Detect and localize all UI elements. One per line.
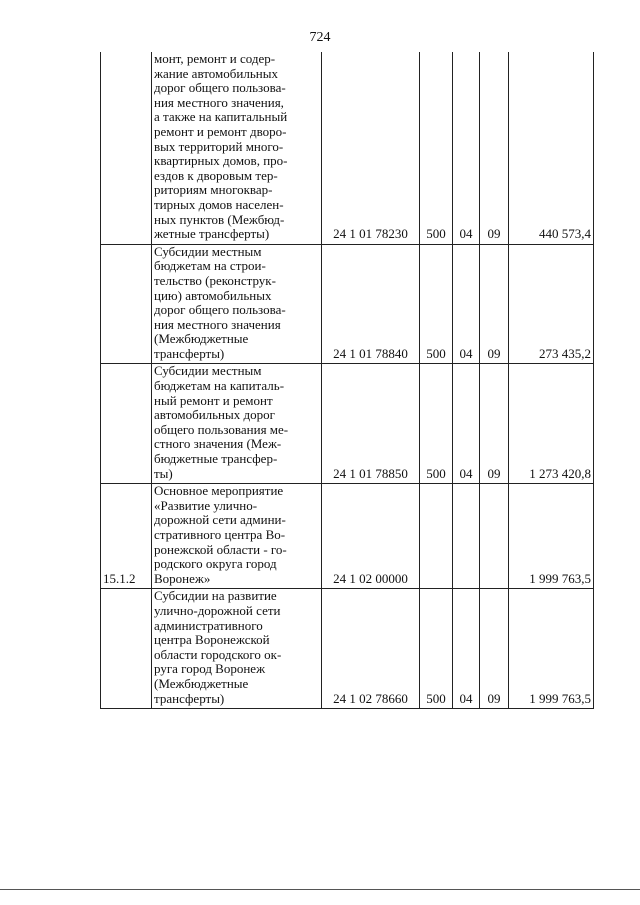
target-article-code: 24 1 02 78660: [322, 589, 420, 709]
target-article-code: 24 1 01 78840: [322, 244, 420, 364]
expense-type: [420, 484, 453, 589]
expense-type: 500: [420, 244, 453, 364]
amount: 273 435,2: [509, 244, 594, 364]
row-name: Субсидии местным бюджетам на строи- тельство (реконструк- цию) автомобильных дорог общего пользова- ния местного значения (Межбюджетные трансферты): [154, 243, 286, 361]
row-number: [101, 364, 152, 484]
target-article-code: 24 1 01 78850: [322, 364, 420, 484]
row-number: [101, 589, 152, 709]
table-row: [101, 589, 594, 709]
row-number: [101, 244, 152, 364]
subsection-code: 09: [480, 589, 509, 709]
target-article-code: 24 1 01 78230: [322, 52, 420, 244]
row-number: [101, 52, 152, 244]
amount: 1 273 420,8: [509, 364, 594, 484]
table-row: [101, 364, 594, 484]
subsection-code: 09: [480, 244, 509, 364]
table-row: [101, 244, 594, 364]
page-number: 724: [309, 30, 331, 45]
amount: 1 999 763,5: [509, 484, 594, 589]
row-name-cell: [152, 364, 322, 484]
row-name-cell: [152, 484, 322, 589]
row-name-cell: [152, 589, 322, 709]
budget-table: [100, 52, 594, 709]
expense-type: 500: [420, 52, 453, 244]
expense-type: 500: [420, 589, 453, 709]
section-code: [453, 484, 480, 589]
subsection-code: [480, 484, 509, 589]
section-code: 04: [453, 364, 480, 484]
expense-type: 500: [420, 364, 453, 484]
table-row: [101, 52, 594, 244]
subsection-code: 09: [480, 52, 509, 244]
section-code: 04: [453, 52, 480, 244]
amount: 440 573,4: [509, 52, 594, 244]
row-number: 15.1.2: [101, 484, 152, 589]
row-name: Субсидии на развитие улично-дорожной сети административного центра Воронежской области городского ок- руга город Воронеж (Межбюджетные трансферты): [154, 588, 282, 706]
section-code: 04: [453, 589, 480, 709]
subsection-code: 09: [480, 364, 509, 484]
amount: 1 999 763,5: [509, 589, 594, 709]
section-code: 04: [453, 244, 480, 364]
target-article-code: 24 1 02 00000: [322, 484, 420, 589]
row-name-cell: [152, 52, 322, 244]
row-name-cell: [152, 244, 322, 364]
row-name: Основное мероприятие «Развитие улично- дорожной сети админи- стративного центра Во- ронежской области - го- родского округа город Воронеж»: [154, 483, 287, 586]
table-row: [101, 484, 594, 589]
row-name: монт, ремонт и содер- жание автомобильных дорог общего пользова- ния местного значения, а также на капитальный ремонт и ремонт дворо- вых территорий много- квартирных домов, про- ездов к дворовым тер- риториям многоквар- тирных домов населен- ных пунктов (Межбюд- жетные трансферты): [154, 51, 288, 242]
row-name: Субсидии местным бюджетам на капиталь- ный ремонт и ремонт автомобильных дорог общего пользования ме- стного значения (Меж- бюджетные трансфер- ты): [154, 363, 289, 481]
page-bottom-rule: [0, 889, 640, 890]
